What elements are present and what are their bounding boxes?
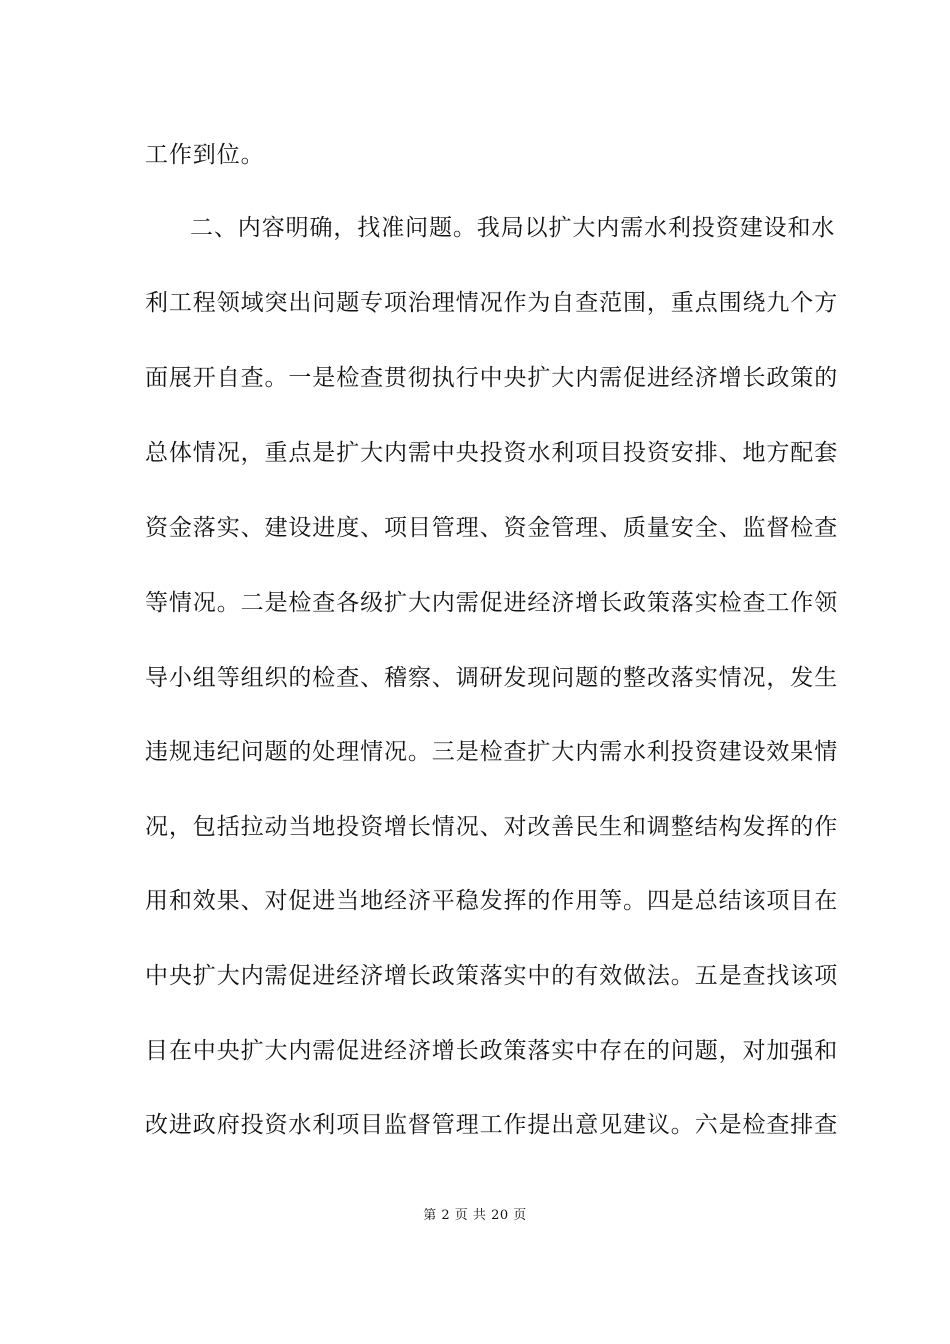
footer-prefix: 第 [423,1208,437,1223]
text-line: 违规违纪问题的处理情况。三是检查扩大内需水利投资建设效果情 [145,739,839,765]
footer-suffix: 页 [513,1208,527,1223]
text-line: 用和效果、对促进当地经济平稳发挥的作用等。四是总结该项目在 [145,888,839,914]
footer-middle: 页 共 [454,1208,487,1223]
footer-total-pages: 20 [491,1208,509,1223]
text-line: 利工程领域突出问题专项治理情况作为自查范围，重点围绕九个方 [145,290,839,316]
text-line: 总体情况，重点是扩大内需中央投资水利项目投资安排、地方配套 [145,440,839,466]
text-line: 中央扩大内需促进经济增长政策落实中的有效做法。五是查找该项 [145,963,839,989]
text-line: 面展开自查。一是检查贯彻执行中央扩大内需促进经济增长政策的 [145,365,839,391]
text-line: 改进政府投资水利项目监督管理工作提出意见建议。六是检查排查 [145,1112,839,1138]
text-line: 导小组等组织的检查、稽察、调研发现问题的整改落实情况，发生 [145,665,839,691]
text-line: 资金落实、建设进度、项目管理、资金管理、质量安全、监督检查 [145,515,839,541]
text-line: 工作到位。 [145,142,265,168]
text-line: 况，包括拉动当地投资增长情况、对改善民生和调整结构发挥的作 [145,814,839,840]
text-line: 二、内容明确，找准问题。我局以扩大内需水利投资建设和水 [190,215,836,241]
footer-current-page: 2 [441,1208,451,1223]
text-line: 等情况。二是检查各级扩大内需促进经济增长政策落实检查工作领 [145,590,839,616]
text-line: 目在中央扩大内需促进经济增长政策落实中存在的问题，对加强和 [145,1038,839,1064]
page-footer [0,1206,950,1226]
